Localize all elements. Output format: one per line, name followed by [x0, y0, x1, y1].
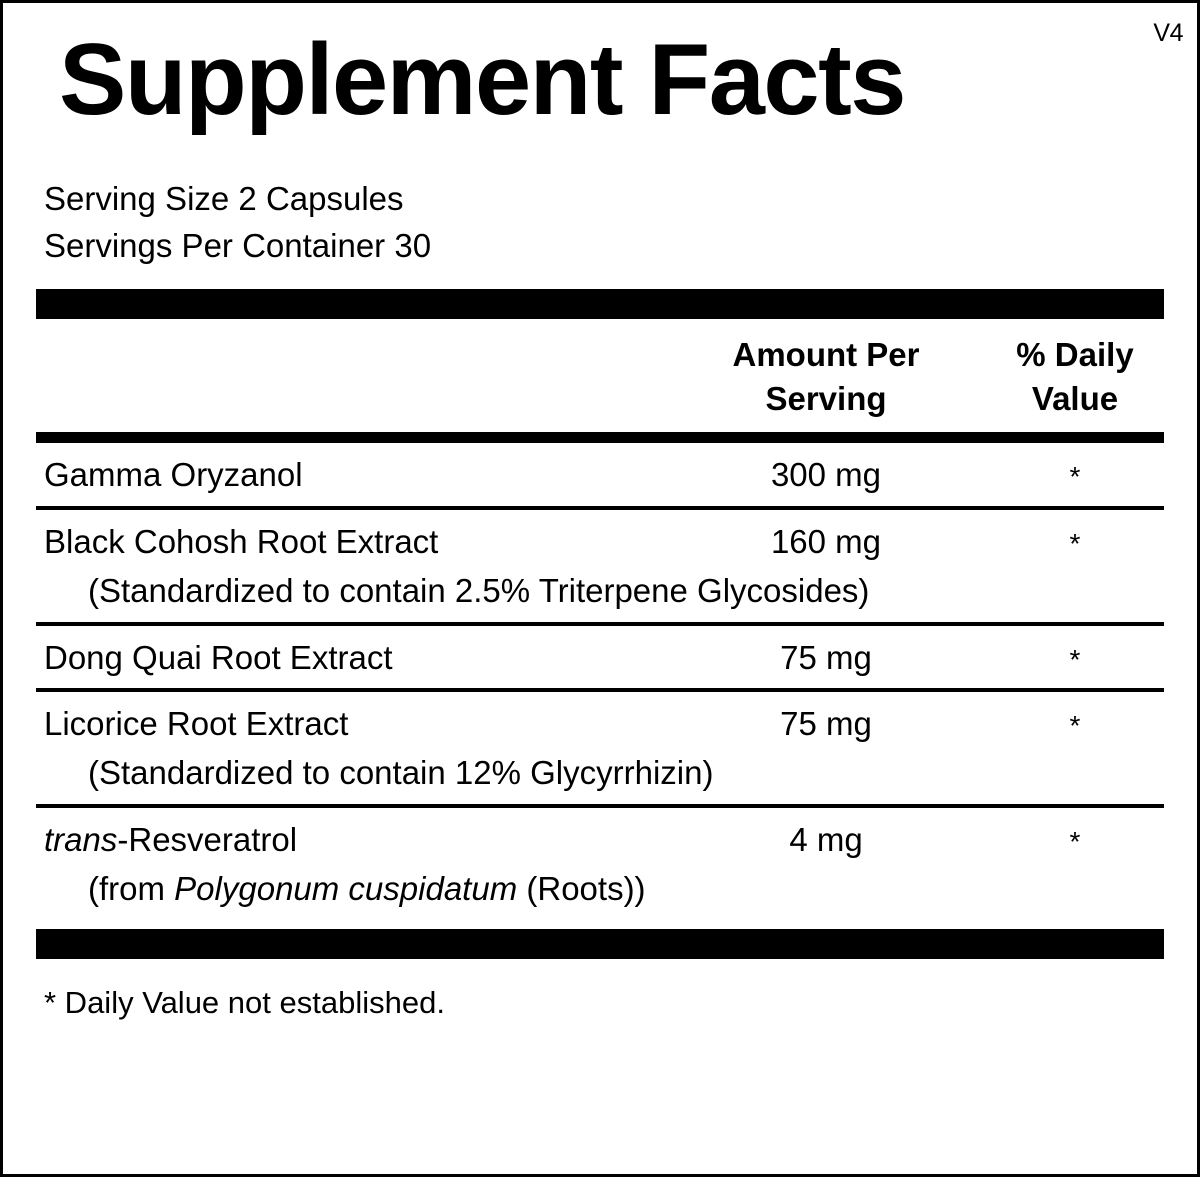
nutrient-name: Dong Quai Root Extract — [44, 638, 393, 676]
nutrient-sub-note — [36, 868, 1164, 911]
nutrient-name: Black Cohosh Root Extract — [44, 522, 439, 560]
nutrient-amount: 300 mg — [770, 455, 882, 493]
table-row — [36, 692, 1164, 804]
sub-suffix: (Roots)) — [517, 870, 646, 908]
footnote: * Daily Value not established. — [44, 984, 445, 1020]
table-row — [36, 443, 1164, 506]
label-content — [36, 13, 1164, 1021]
header-amount-line2: Serving — [765, 380, 887, 418]
serving-info — [44, 176, 1164, 270]
nutrient-daily-value: * — [1069, 460, 1081, 492]
table-row — [36, 808, 1164, 920]
nutrient-daily-value: * — [1069, 643, 1081, 675]
nutrient-name — [36, 819, 666, 862]
divider-thick-top — [36, 289, 1164, 319]
sub-prefix: (from — [88, 870, 175, 908]
nutrient-name: Licorice Root Extract — [44, 705, 349, 743]
serving-size: Serving Size 2 Capsules — [44, 180, 404, 218]
table-row — [36, 510, 1164, 622]
nutrient-sub-note: (Standardized to contain 2.5% Triterpene Glycosides) — [88, 571, 870, 609]
header-dv-line2: Value — [1031, 380, 1119, 418]
nutrient-name: Gamma Oryzanol — [44, 455, 303, 493]
header-amount-line1: Amount Per — [732, 335, 920, 373]
nutrient-name-italic: trans — [44, 821, 118, 859]
header-amount-per-serving — [666, 333, 986, 422]
nutrient-name-rest: -Resveratrol — [117, 821, 298, 859]
nutrient-amount: 4 mg — [789, 821, 863, 859]
nutrient-amount: 160 mg — [770, 522, 882, 560]
nutrient-daily-value: * — [1069, 826, 1081, 858]
header-daily-value — [986, 333, 1164, 422]
table-row — [36, 626, 1164, 689]
sub-italic-source: Polygonum cuspidatum — [174, 870, 518, 908]
nutrient-daily-value: * — [1069, 527, 1081, 559]
divider-thick-bottom — [36, 929, 1164, 959]
version-label: V4 — [1153, 19, 1183, 47]
nutrient-daily-value: * — [1069, 710, 1081, 742]
table-header-row — [36, 319, 1164, 432]
header-dv-line1: % Daily — [1016, 335, 1134, 373]
nutrient-amount: 75 mg — [780, 638, 872, 676]
divider-under-header — [36, 432, 1164, 443]
page-title: Supplement Facts — [59, 24, 905, 136]
nutrient-sub-note: (Standardized to contain 12% Glycyrrhizin) — [88, 754, 714, 792]
servings-per-container: Servings Per Container 30 — [44, 226, 432, 264]
nutrient-amount: 75 mg — [780, 705, 872, 743]
